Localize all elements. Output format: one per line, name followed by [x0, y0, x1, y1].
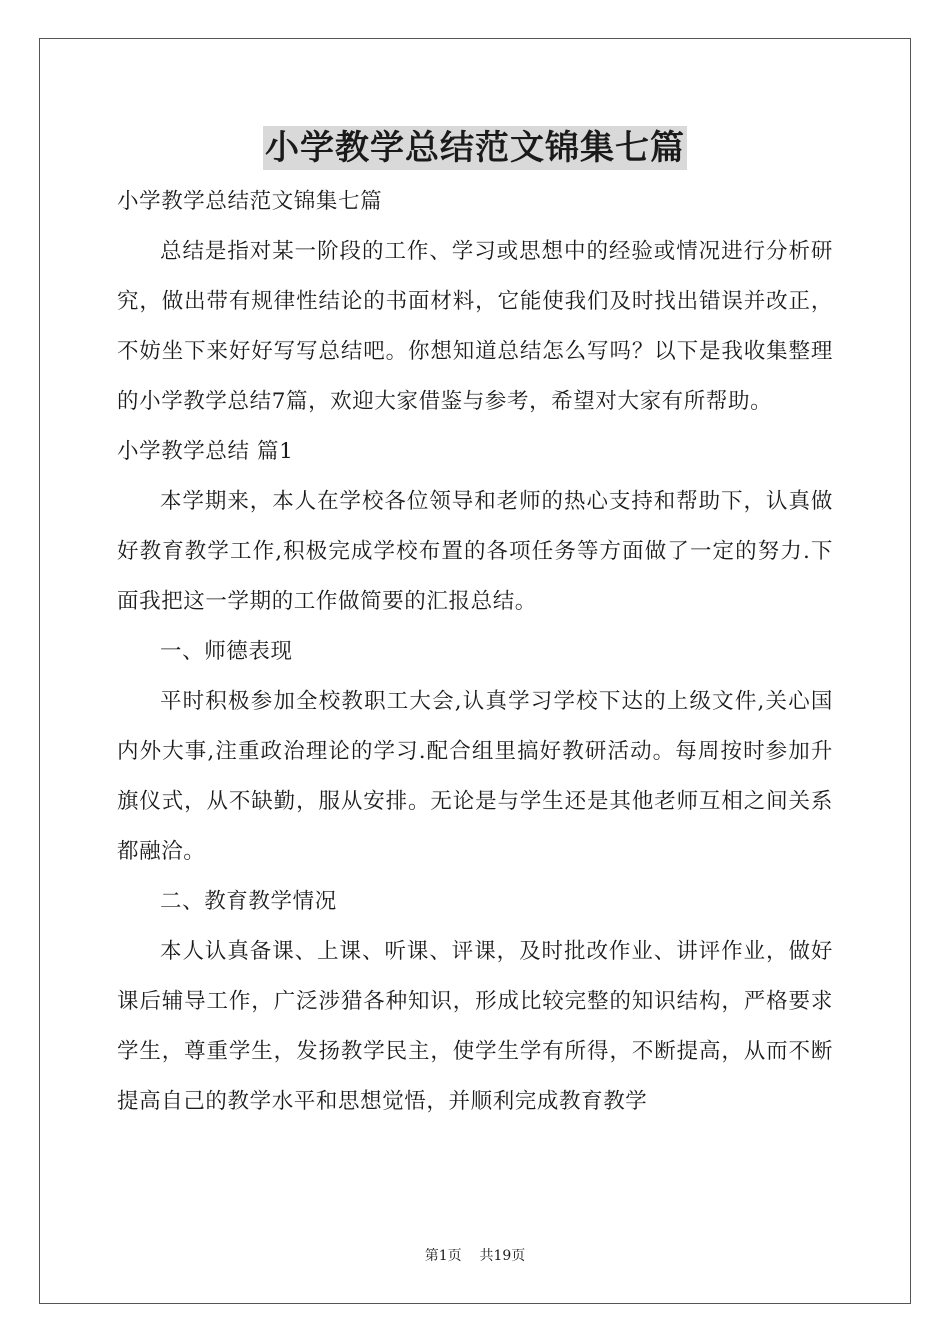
- subheading-ethics: 一、师德表现: [160, 639, 293, 664]
- paragraph-section-1-intro: 本学期来，本人在学校各位领导和老师的热心支持和帮助下，认真做好教育教学工作,积极完成学校布置的各项任务等方面做了一定的努力.下面我把这一学期的工作做简要的汇报总结。: [117, 489, 833, 614]
- title-container: [0, 126, 950, 170]
- paragraph-subtitle: 小学教学总结范文锦集七篇: [117, 189, 383, 214]
- section-title-1: 小学教学总结 篇1: [117, 439, 294, 464]
- paragraph-intro: 总结是指对某一阶段的工作、学习或思想中的经验或情况进行分析研究，做出带有规律性结论的书面材料，它能使我们及时找出错误并改正，不妨坐下来好好写写总结吧。你想知道总结怎么写吗？以下是我收集整理的小学教学总结7篇，欢迎大家借鉴与参考，希望对大家有所帮助。: [117, 239, 833, 414]
- page-number-footer: 第1页 共19页: [424, 1248, 526, 1264]
- subheading-teaching: 二、教育教学情况: [160, 889, 337, 914]
- document-title: 小学教学总结范文锦集七篇: [265, 128, 685, 168]
- paragraph-teaching: 本人认真备课、上课、听课、评课，及时批改作业、讲评作业，做好课后辅导工作，广泛涉猎各种知识，形成比较完整的知识结构，严格要求学生，尊重学生，发扬教学民主，使学生学有所得，不断提高，从而不断提高自己的教学水平和思想觉悟，并顺利完成教育教学: [117, 939, 833, 1114]
- paragraph-ethics: 平时积极参加全校教职工大会,认真学习学校下达的上级文件,关心国内外大事,注重政治理论的学习.配合组里搞好教研活动。每周按时参加升旗仪式，从不缺勤，服从安排。无论是与学生还是其他老师互相之间关系都融洽。: [117, 689, 833, 864]
- document-body: [117, 177, 833, 1127]
